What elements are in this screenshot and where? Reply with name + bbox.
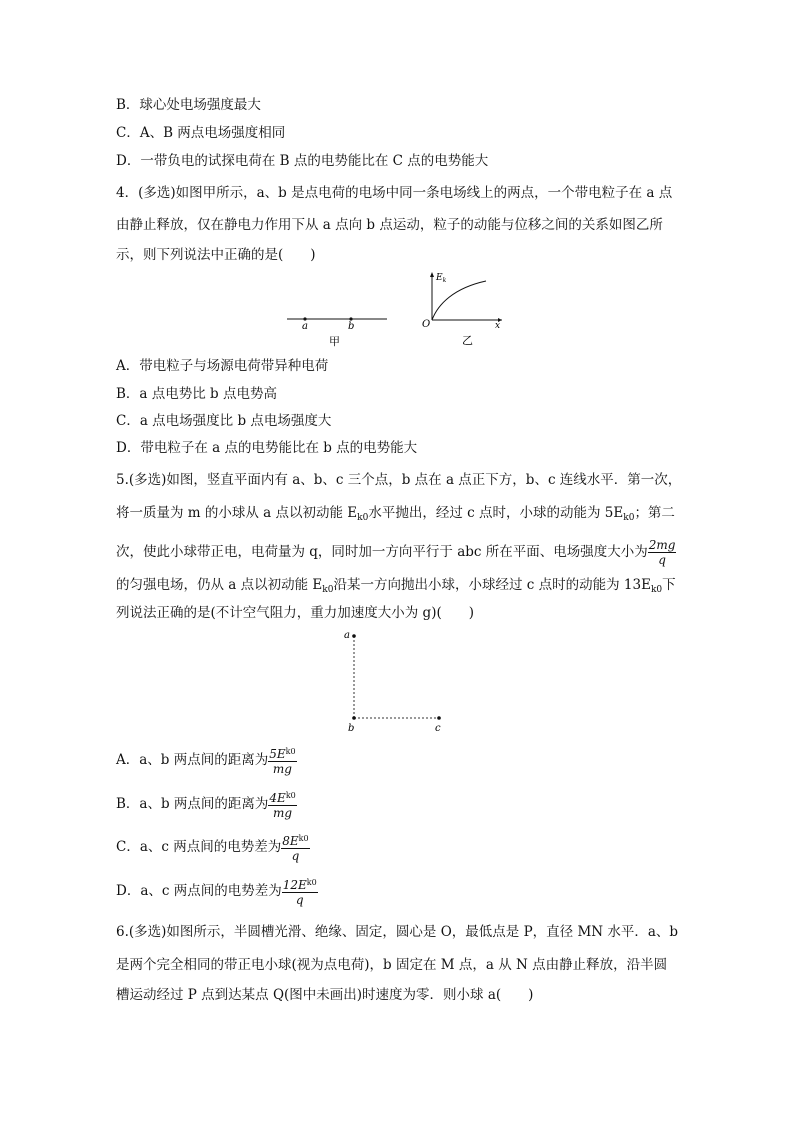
q4-stem-line-1: 4．(多选)如图甲所示，a、b 是点电荷的电场中同一条电场线上的两点，一个带电粒子在 a 点 xyxy=(116,185,673,201)
point-b xyxy=(352,716,356,720)
q3-option-d: D．一带负电的试探电荷在 B 点的电势能比在 C 点的电势能大 xyxy=(116,153,489,169)
q4-option-d: D．带电粒子在 a 点的电势能比在 b 点的电势能大 xyxy=(116,440,418,456)
q4-option-b: B．a 点电势比 b 点电势高 xyxy=(116,386,277,402)
q5-option-a: A．a、b 两点间的距离为 $\frac{5E^{k0}}{mg}$ xyxy=(116,747,296,776)
point-a xyxy=(352,634,356,638)
q5-stem-line-4: 的匀强电场，仍从 a 点以初动能 $E_{k0}$沿某一方向抛出小球，小球经过 c 点时的动能为 $13E_{k0}$下 xyxy=(116,577,676,595)
origin-label: O xyxy=(422,319,431,330)
point-c xyxy=(437,716,441,720)
q4-stem-line-3: 示，则下列说法中正确的是( ) xyxy=(116,247,316,263)
label-c: c xyxy=(435,723,441,734)
caption-yi: 乙 xyxy=(462,334,473,347)
q5-option-c: C．a、c 两点间的电势差为 $\frac{8E^{k0}}{q}$ xyxy=(116,834,309,863)
q3-option-c: C．A、B 两点电场强度相同 xyxy=(116,125,286,141)
q5-stem-line-2: 将一质量为 m 的小球从 a 点以初动能 $E_{k0}$水平抛出，经过 c 点时，小球的动能为 $5E_{k0}$；第二 xyxy=(116,505,675,523)
q3-option-b: B．球心处电场强度最大 xyxy=(116,97,261,113)
ek-curve xyxy=(432,281,486,320)
x-label: x xyxy=(495,321,501,331)
q4-stem-line-2: 由静止释放，仅在静电力作用下从 a 点向 b 点运动，粒子的动能与位移之间的关系如图乙所 xyxy=(116,217,663,233)
q5-stem-line-3: 次，使此小球带正电，电荷量为 q，同时加一方向平行于 abc 所在平面、电场强度大小为 $\frac{2mg}{q}$ xyxy=(116,538,676,567)
y-axis-arrow xyxy=(430,272,434,277)
q5-figure xyxy=(340,626,450,736)
q5-stem-line-1: 5.(多选)如图，竖直平面内有 a、b、c 三个点，b 点在 a 点正下方，b、c 连线水平．第一次， xyxy=(116,472,682,488)
field-strength-fraction: $\frac{2mg}{q}$ xyxy=(648,538,676,567)
caption-jia: 甲 xyxy=(329,335,340,348)
label-b: b xyxy=(348,723,355,734)
q5-option-d: D．a、c 两点间的电势差为 $\frac{12E^{k0}}{q}$ xyxy=(116,878,317,907)
y-label: $E_k$ xyxy=(436,273,447,284)
q4-figure-yi xyxy=(418,268,508,350)
q4-option-c: C．a 点电场强度比 b 点电场强度大 xyxy=(116,413,332,429)
q6-stem-line-3: 槽运动经过 P 点到达某点 Q(图中未画出)时速度为零．则小球 a( ) xyxy=(116,987,534,1003)
q4-option-a: A．带电粒子与场源电荷带异种电荷 xyxy=(116,358,329,374)
label-a: a xyxy=(344,630,350,641)
q6-stem-line-1: 6.(多选)如图所示，半圆槽光滑、绝缘、固定，圆心是 O，最低点是 P，直径 MN 水平．a、b xyxy=(116,924,679,940)
label-b: b xyxy=(348,321,355,332)
label-a: a xyxy=(302,321,308,332)
q5-stem-line-5: 列说法正确的是(不计空气阻力，重力加速度大小为 g)( ) xyxy=(116,605,474,621)
q5-option-b: B．a、b 两点间的距离为 $\frac{4E^{k0}}{mg}$ xyxy=(116,791,296,820)
q6-stem-line-2: 是两个完全相同的带正电小球(视为点电荷)，b 固定在 M 点，a 从 N 点由静止释放，沿半圆 xyxy=(116,957,668,973)
q4-figure-jia xyxy=(285,305,395,350)
